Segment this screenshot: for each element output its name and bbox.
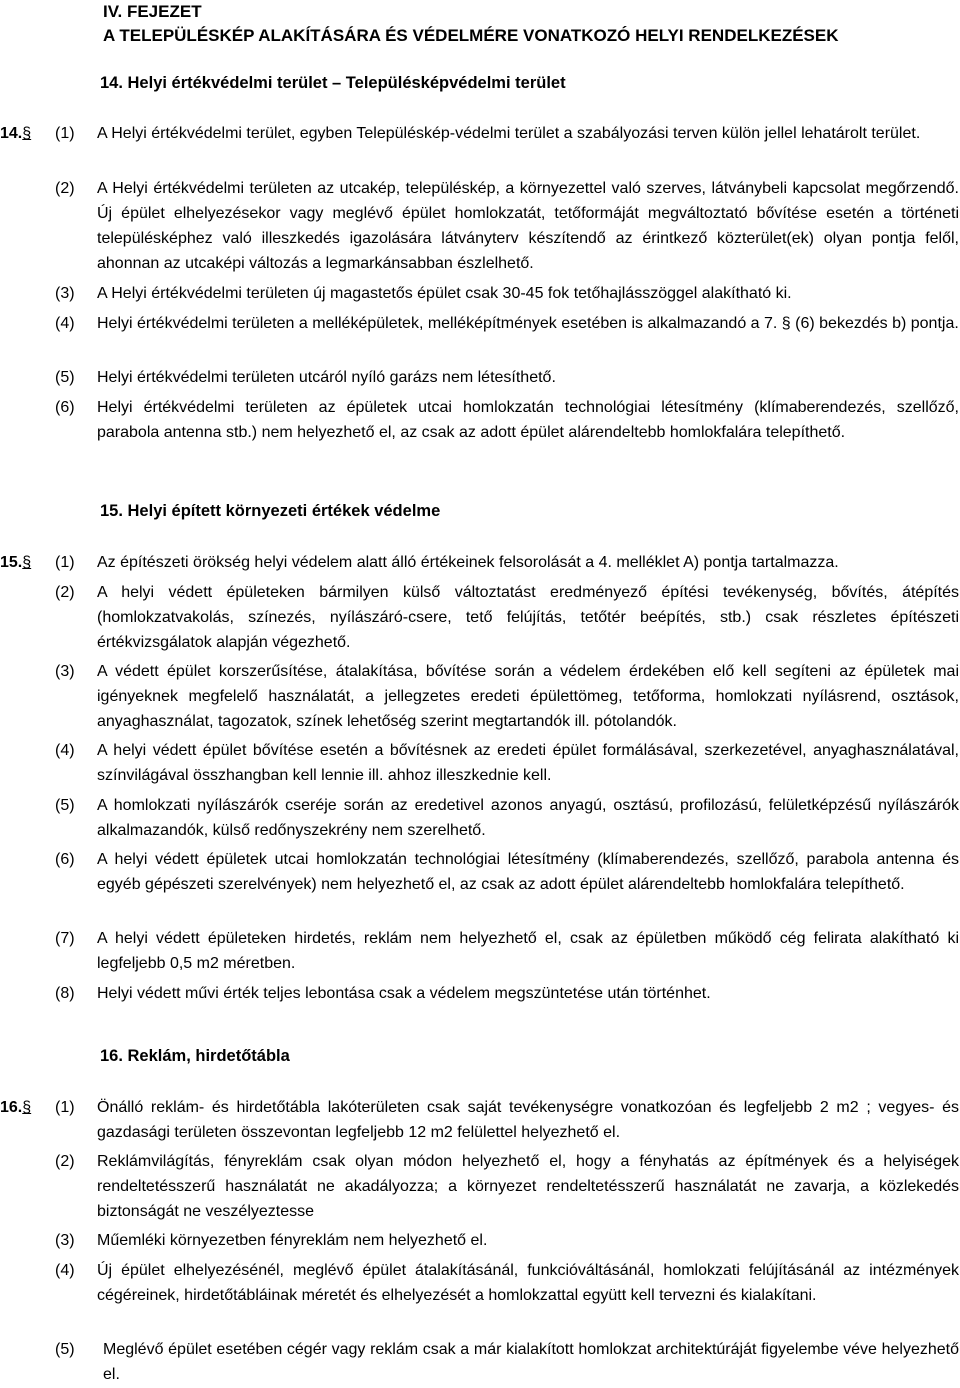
paragraph-number: (6) [55,399,75,416]
paragraph-text: A homlokzati nyílászárók cseréje során az eredetivel azonos anyagú, osztású, profilozású, felületképzésű nyílászárók alkalmazandók, külső redőnyszekrény nem szerelhető. [97,797,959,839]
paragraph-number: (3) [55,1232,75,1249]
paragraph-number: (1) [55,125,75,142]
paragraph-sign: § [22,125,32,142]
paragraph-number: (4) [55,742,75,759]
paragraph-number: (6) [55,851,75,868]
section-number: 14.§ [0,125,32,142]
paragraph-number: (5) [55,797,75,814]
chapter-title: A TELEPÜLÉSKÉP ALAKÍTÁSÁRA ÉS VÉDELMÉRE VONATKOZÓ HELYI RENDELKEZÉSEK [103,26,839,45]
chapter-number: IV. FEJEZET [103,2,202,21]
paragraph-number: (8) [55,985,75,1002]
paragraph-text: A helyi védett épület bővítése esetén a bővítésnek az eredeti épület formálásával, szerkezetével, anyaghasználatával, színvilágával összhangban kell lennie ill. ahhoz illeszkednie kell. [97,742,959,784]
paragraph-number: (5) [55,369,75,386]
paragraph-number: (2) [55,180,75,197]
section-heading-16: 16. Reklám, hirdetőtábla [100,1047,290,1065]
paragraph-text: Az építészeti örökség helyi védelem alatt álló értékeinek felsorolását a 4. melléklet A) pontja tartalmazza. [97,554,839,571]
paragraph-text: Helyi értékvédelmi területen a melléképületek, melléképítmények esetében is alkalmazandó a 7. § (6) bekezdés b) pontja. [97,315,959,332]
paragraph-number: (4) [55,315,75,332]
paragraph-text: A helyi védett épületek utcai homlokzatán technológiai létesítmény (klímaberendezés, szellőző, parabola antenna és egyéb gépészeti szerelvények) nem helyezhető el, az csak az adott épület alárendeltebb homlokfalára telepíthető. [97,851,959,893]
paragraph-number: (3) [55,285,75,302]
paragraph-number: (2) [55,1153,75,1170]
paragraph-text: Önálló reklám- és hirdetőtábla lakóterületen csak saját tevékenységre vonatkozóan és legfeljebb 2 m2 ; vegyes- és gazdasági területen összevontan legfeljebb 12 m2 felülettel helyezhető el. [97,1099,959,1141]
chapter-header [103,0,839,48]
paragraph-sign: § [22,554,32,571]
paragraph-number: (1) [55,554,75,571]
paragraph-text: A Helyi értékvédelmi területen az utcakép, településkép, a környezettel való szerves, látványbeli kapcsolat megőrzendő. Új épület elhelyezésekor vagy meglévő épület homlokzatát, tetőformáját megváltoztató bővítése esetén a történeti településképhez való illeszkedés igazolására látványterv készítendő az érintkező közterület(ek) olyan pontja felől, ahonnan az utcaképi változás a legmarkánsabban észlelhető. [97,180,959,272]
section-heading-15: 15. Helyi épített környezeti értékek védelme [100,502,441,520]
paragraph-number: (5) [55,1341,75,1358]
paragraph-text: Helyi értékvédelmi területen utcáról nyíló garázs nem létesíthető. [97,369,556,386]
paragraph-text: A helyi védett épületeken bármilyen külső változtatást eredményező építési tevékenység, bővítés, átépítés (homlokzatvakolás, színezés, nyílászáró-csere, tető felújítás, tetőtér beépítés, stb.) csak részletes építészeti értékvizsgálatok alapján végezhető. [97,584,959,651]
paragraph-number: (4) [55,1262,75,1279]
paragraph-sign: § [22,1099,32,1116]
section-number: 16.§ [0,1099,32,1116]
paragraph-text: A helyi védett épületeken hirdetés, reklám nem helyezhető el, csak az épületben működő cég felirata alakítható ki legfeljebb 0,5 m2 méretben. [97,930,959,972]
paragraph-number: (7) [55,930,75,947]
paragraph-text: A védett épület korszerűsítése, átalakítása, bővítése során a védelem érdekében elő kell segíteni az épületek mai igényeknek megfelelő használatát, a jellegzetes eredeti épülettömeg, tetőforma, homlokzati nyílásrend, osztások, anyaghasználat, tagozatok, színek lehetőség szerint megtartandók ill. pótolandók. [97,663,959,730]
paragraph-text: Műemléki környezetben fényreklám nem helyezhető el. [97,1232,488,1249]
paragraph-text: A Helyi értékvédelmi területen új magastetős épület csak 30-45 fok tetőhajlásszöggel alakítható ki. [97,285,792,302]
paragraph-text: Helyi védett művi érték teljes lebontása csak a védelem megszüntetése után történhet. [97,985,711,1002]
paragraph-text: Reklámvilágítás, fényreklám csak olyan módon helyezhető el, hogy a fényhatás az építmények és a helyiségek rendeltetésszerű használatát ne akadályozza; a környezet rendeltetésszerű használatát ne zavarja, a közlekedés biztonságát ne veszélyeztesse [97,1153,959,1220]
paragraph-number: (2) [55,584,75,601]
paragraph-text: Új épület elhelyezésénél, meglévő épület átalakításánál, funkcióváltásánál, homlokzati felújításánál az intézmények cégéreinek, hirdetőtábláinak méretét és elhelyezését a homlokzattal együtt kell tervezni és kialakítani. [97,1262,959,1304]
paragraph-text: Helyi értékvédelmi területen az épületek utcai homlokzatán technológiai létesítmény (klímaberendezés, szellőző, parabola antenna stb.) nem helyezhető el, az csak az adott épület alárendeltebb homlokfalára telepíthető. [97,399,959,441]
section-heading-14: 14. Helyi értékvédelmi terület – Településképvédelmi terület [100,74,566,92]
paragraph-number: (1) [55,1099,75,1116]
paragraph-text: A Helyi értékvédelmi terület, egyben Településkép-védelmi terület a szabályozási terven külön jellel lehatárolt terület. [97,125,921,142]
paragraph-text: Meglévő épület esetében cégér vagy reklám csak a már kialakított homlokzat architektúráját figyelembe véve helyezhető el. [103,1341,959,1383]
section-number: 15.§ [0,554,32,571]
paragraph-number: (3) [55,663,75,680]
